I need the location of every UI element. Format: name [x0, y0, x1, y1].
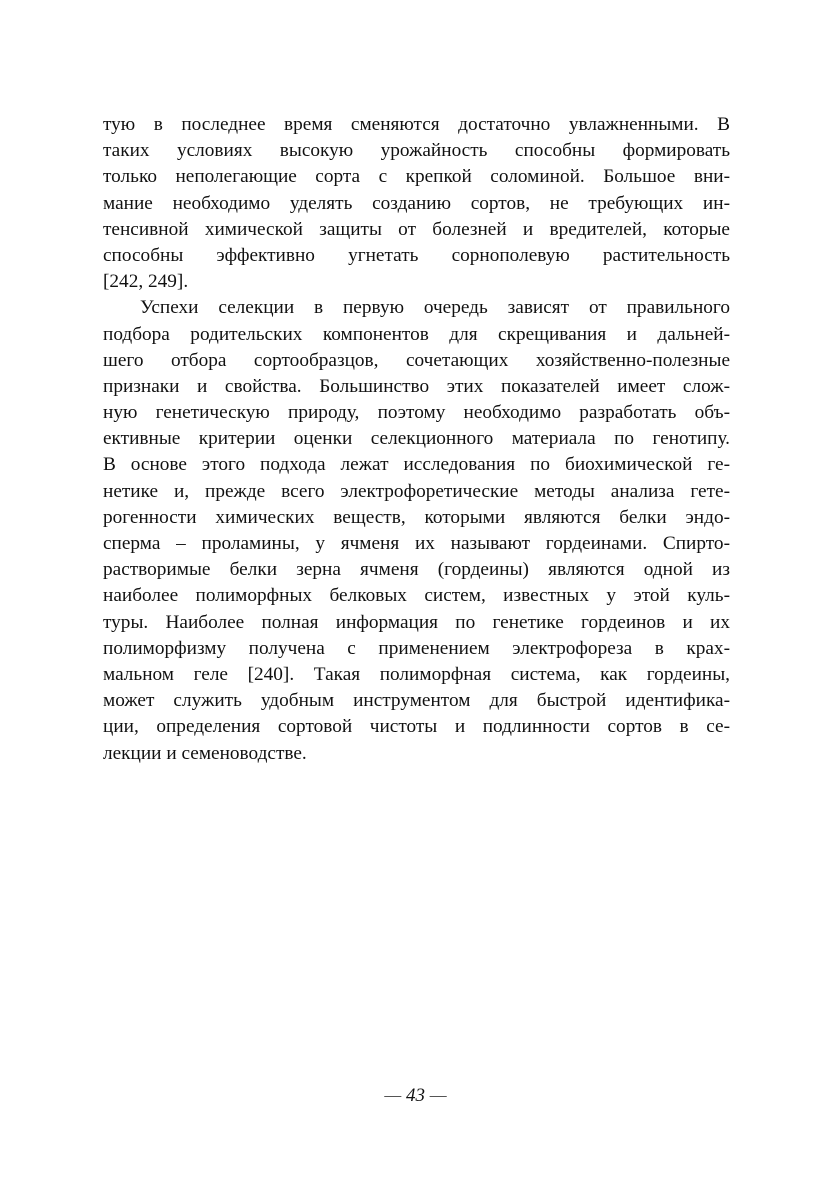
text-line: тую в последнее время сменяются достаточно увлажненными. В: [103, 114, 730, 135]
text-line: лекции и семеноводстве.: [103, 742, 307, 764]
text-line: рогенности химических веществ, которыми являются белки эндо-: [103, 506, 730, 528]
text-line: Успехи селекции в первую очередь зависят от правильного: [140, 297, 730, 319]
page-number-dash-right: —: [429, 1085, 447, 1106]
paragraph-1: [103, 112, 730, 295]
text-line: ции, определения сортовой чистоты и подлинности сортов в се-: [103, 716, 730, 738]
page-number: [0, 1084, 831, 1108]
text-line: только неполегающие сорта с крепкой соломиной. Большое вни-: [103, 166, 730, 188]
page-number-value: 43: [406, 1085, 425, 1106]
paragraph-2: [103, 295, 730, 766]
text-line: таких условиях высокую урожайность способны формировать: [103, 140, 730, 162]
text-line: туры. Наиболее полная информация по генетике гордеинов и их: [103, 611, 730, 633]
text-line: ную генетическую природу, поэтому необходимо разработать объ-: [103, 402, 730, 424]
text-line: мание необходимо уделять созданию сортов, не требующих ин-: [103, 192, 730, 214]
text-line: В основе этого подхода лежат исследования по биохимической ге-: [103, 454, 730, 476]
text-line: растворимые белки зерна ячменя (гордеины) являются одной из: [103, 559, 730, 581]
text-line: полиморфизму получена с применением электрофореза в крах-: [103, 637, 730, 659]
text-line: подбора родительских компонентов для скрещивания и дальней-: [103, 323, 730, 345]
text-line: нетике и, прежде всего электрофоретические методы анализа гете-: [103, 480, 730, 502]
text-line: способны эффективно угнетать сорнополевую растительность: [103, 244, 730, 266]
page-number-dash-left: —: [384, 1085, 402, 1106]
text-line: сперма – проламины, у ячменя их называют гордеинами. Спирто-: [103, 533, 730, 554]
text-line: тенсивной химической защиты от болезней и вредителей, которые: [103, 218, 730, 240]
body-text: [103, 112, 730, 767]
text-line: мальном геле [240]. Такая полиморфная система, как гордеины,: [103, 663, 730, 685]
text-line: ективные критерии оценки селекционного материала по генотипу.: [103, 428, 730, 450]
text-line: может служить удобным инструментом для быстрой идентифика-: [103, 690, 730, 712]
text-line: шего отбора сортообразцов, сочетающих хозяйственно-полезные: [103, 349, 730, 371]
text-line: признаки и свойства. Большинство этих показателей имеет слож-: [103, 375, 730, 397]
text-line: наиболее полиморфных белковых систем, известных у этой куль-: [103, 585, 730, 607]
text-line: [242, 249].: [103, 271, 189, 293]
